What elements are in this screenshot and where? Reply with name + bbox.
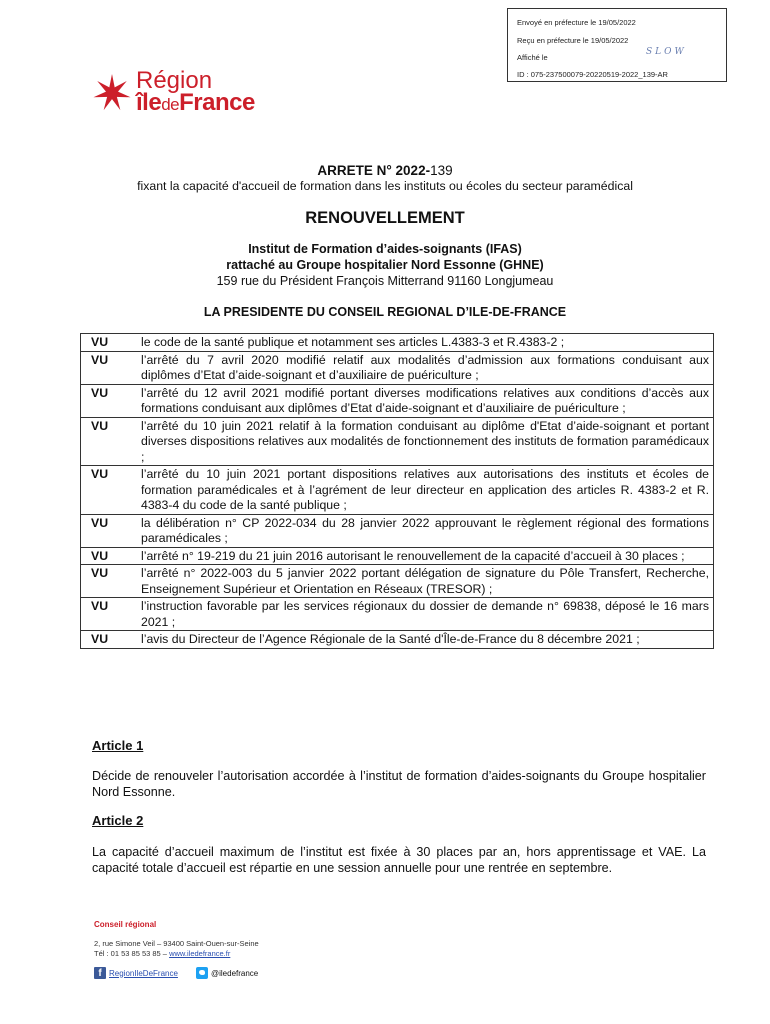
vu-row	[81, 334, 714, 352]
stamp-sent-date: Envoyé en préfecture le 19/05/2022	[517, 18, 636, 27]
vu-text: la délibération n° CP 2022-034 du 28 janvier 2022 approuvant le règlement régional des formations paramédicales ;	[137, 514, 714, 547]
vu-text: l’arrêté n° 19-219 du 21 juin 2016 autorisant le renouvellement de la capacité d’accueil à 30 places ;	[137, 547, 714, 565]
vu-text: l’arrêté du 10 juin 2021 relatif à la formation conduisant au diplôme d'Etat d’aide-soignant et portant diverses dispositions relatives aux modalités de fonctionnement des instituts de formation paramédicaux ;	[137, 417, 714, 466]
stamp-received-date: Reçu en préfecture le 19/05/2022	[517, 36, 629, 45]
arrete-title: ARRETE N° 2022-139	[317, 163, 453, 178]
vu-label: VU	[81, 547, 138, 565]
article-2-text: La capacité d’accueil maximum de l’institut est fixée à 30 places par an, hors apprentissage et VAE. La capacité totale d’accueil est répartie en une session annuelle pour une rentrée en septembre.	[92, 845, 706, 875]
facebook-handle: RegionIleDeFrance	[109, 968, 178, 978]
star-icon	[92, 73, 132, 113]
vu-text: l’arrêté du 10 juin 2021 portant dispositions relatives aux autorisations des instituts et écoles de formation paramédicales et à l’agrément de leur directeur en application des articles R. 4383-2 et R. 4383-4 du code de la santé publique ;	[137, 466, 714, 515]
vu-text: l’arrêté n° 2022-003 du 5 janvier 2022 portant délégation de signature du Pôle Transfert, Recherche, Enseignement Supérieur et Orientation en Réseaux (TRESOR) ;	[137, 565, 714, 598]
twitter-link[interactable]	[196, 967, 258, 979]
vu-text: l’arrêté du 7 avril 2020 modifié relatif aux modalités d’admission aux formations conduisant aux diplômes d’Etat d’aide-soignant et d’auxiliaire de puériculture ;	[137, 351, 714, 384]
institute-name: Institut de Formation d’aides-soignants (IFAS)	[248, 242, 522, 256]
vu-label: VU	[81, 351, 138, 384]
facebook-link[interactable]	[94, 967, 178, 979]
president-heading: LA PRESIDENTE DU CONSEIL REGIONAL D’ILE-DE-FRANCE	[203, 305, 567, 319]
vu-label: VU	[81, 384, 138, 417]
footer-tel: Tél : 01 53 85 53 85 – www.iledefrance.fr	[94, 949, 231, 958]
twitter-handle: @iledefrance	[211, 968, 259, 978]
vu-row	[81, 598, 714, 631]
vu-row	[81, 384, 714, 417]
footer-website-link[interactable]: www.iledefrance.fr	[169, 949, 231, 958]
logo-region-text: Région	[136, 67, 213, 94]
stamp-signature: SLOW	[646, 47, 687, 57]
vu-label: VU	[81, 565, 138, 598]
vu-label: VU	[81, 334, 138, 352]
footer-address: 2, rue Simone Veil – 93400 Saint-Ouen-sur-Seine	[94, 939, 259, 948]
footer-title: Conseil régional	[94, 920, 157, 929]
logo-idf-text: îledeFrance	[136, 89, 255, 116]
article-2-heading: Article 2	[92, 813, 144, 828]
vu-text: l’avis du Directeur de l’Agence Régionale de la Santé d'Île-de-France du 8 décembre 2021 ;	[137, 631, 714, 649]
vu-text: l’arrêté du 12 avril 2021 modifié portant diverses modifications relatives aux conditions d’accès aux formations conduisant aux diplômes d’Etat d’aide-soignant et d’auxiliaire de puériculture ;	[137, 384, 714, 417]
vu-row	[81, 547, 714, 565]
twitter-icon	[196, 967, 208, 979]
prefecture-stamp	[507, 8, 727, 82]
arrete-subtitle: fixant la capacité d'accueil de formation dans les instituts ou écoles du secteur paramédical	[137, 179, 633, 193]
vu-text: le code de la santé publique et notamment ses articles L.4383-3 et R.4383-2 ;	[137, 334, 714, 352]
article-1-text: Décide de renouveler l’autorisation accordée à l’institut de formation d’aides-soignants du Groupe hospitalier Nord Essonne.	[92, 769, 706, 799]
vu-label: VU	[81, 514, 138, 547]
vu-table	[80, 333, 714, 649]
article-1-heading: Article 1	[92, 738, 144, 753]
vu-row	[81, 565, 714, 598]
vu-label: VU	[81, 417, 138, 466]
vu-row	[81, 417, 714, 466]
institute-attachment: rattaché au Groupe hospitalier Nord Essonne (GHNE)	[226, 258, 544, 272]
vu-label: VU	[81, 466, 138, 515]
vu-row	[81, 466, 714, 515]
vu-row	[81, 351, 714, 384]
vu-row	[81, 631, 714, 649]
heading-renouvellement: RENOUVELLEMENT	[305, 209, 465, 227]
vu-text: l’instruction favorable par les services régionaux du dossier de demande n° 69838, déposé le 16 mars 2021 ;	[137, 598, 714, 631]
vu-row	[81, 514, 714, 547]
stamp-posted: Affiché le	[517, 53, 548, 62]
vu-label: VU	[81, 631, 138, 649]
stamp-id: ID : 075-237500079-20220519-2022_139-AR	[517, 70, 668, 79]
vu-label: VU	[81, 598, 138, 631]
institute-address: 159 rue du Président François Mitterrand 91160 Longjumeau	[216, 274, 554, 288]
facebook-icon: f	[94, 967, 106, 979]
